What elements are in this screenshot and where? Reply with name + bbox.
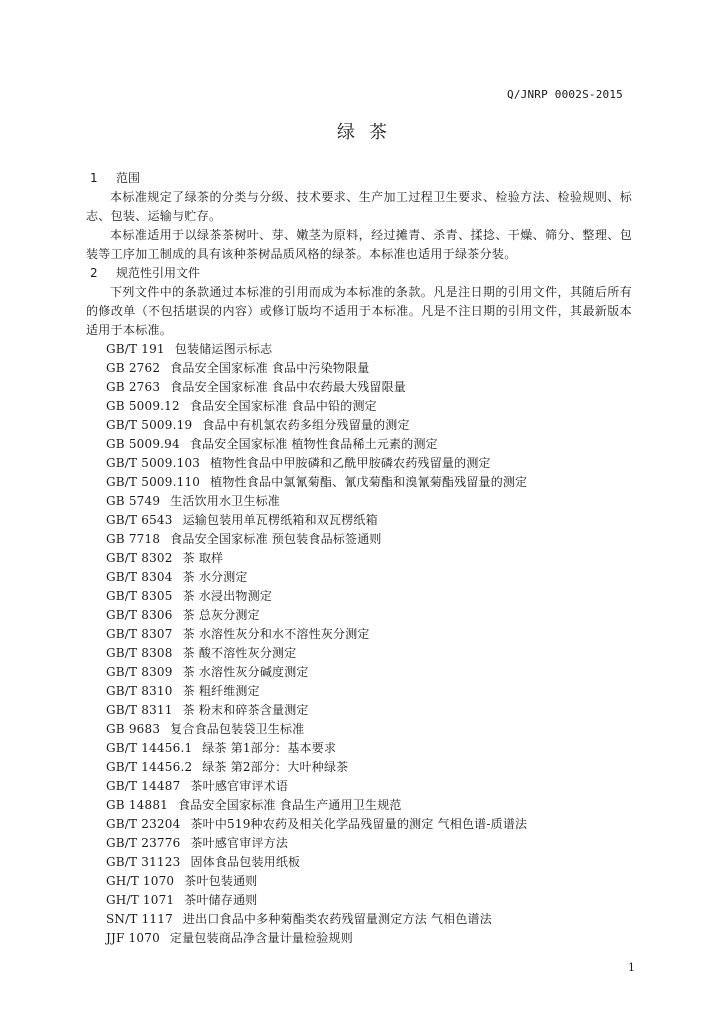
- reference-code: GB/T 191: [106, 342, 165, 356]
- section-title: 规范性引用文件: [116, 266, 201, 280]
- reference-title: 茶 酸不溶性灰分测定: [182, 646, 297, 660]
- reference-title: 食品安全国家标准 食品中农药最大残留限量: [170, 380, 406, 394]
- reference-code: GB/T 8311: [106, 703, 173, 717]
- reference-title: 食品安全国家标准 食品中铅的测定: [189, 399, 377, 413]
- reference-code: SN/T 1117: [106, 912, 173, 926]
- reference-code: GB/T 23204: [106, 817, 181, 831]
- reference-item: [86, 815, 632, 834]
- reference-title: 食品安全国家标准 食品生产通用卫生规范: [178, 798, 402, 812]
- document-code: Q/JNRP 0002S-2015: [507, 88, 623, 101]
- reference-title: 茶叶感官审评方法: [190, 836, 289, 850]
- reference-title: 植物性食品中甲胺磷和乙酰甲胺磷农药残留量的测定: [210, 456, 491, 470]
- reference-title: 复合食品包装袋卫生标准: [170, 722, 305, 736]
- reference-code: GB 5749: [106, 494, 161, 508]
- reference-code: GB 9683: [106, 722, 161, 736]
- reference-item: [86, 511, 632, 530]
- reference-item: [86, 720, 632, 739]
- reference-item: [86, 625, 632, 644]
- reference-title: 运输包装用单瓦楞纸箱和双瓦楞纸箱: [182, 513, 378, 527]
- reference-code: GB/T 8307: [106, 627, 173, 641]
- section-title: 范围: [116, 171, 141, 185]
- reference-code: GH/T 1070: [106, 874, 175, 888]
- reference-item: [86, 910, 632, 929]
- reference-code: GB/T 8304: [106, 570, 173, 584]
- paragraph: 本标准规定了绿茶的分类与分级、技术要求、生产加工过程卫生要求、检验方法、检验规则、标志、包装、运输与贮存。: [86, 190, 632, 223]
- reference-code: GB 7718: [106, 532, 161, 546]
- reference-item: [86, 739, 632, 758]
- document-body: [86, 169, 632, 948]
- reference-item: [86, 644, 632, 663]
- reference-item: [86, 435, 632, 454]
- reference-title: 茶叶感官审评术语: [190, 779, 289, 793]
- reference-item: [86, 796, 632, 815]
- reference-code: GB/T 8305: [106, 589, 173, 603]
- document-title: 绿茶: [337, 122, 401, 143]
- reference-item: [86, 777, 632, 796]
- reference-title: 食品中有机氯农药多组分残留量的测定: [202, 418, 410, 432]
- reference-item: [86, 663, 632, 682]
- reference-title: 食品安全国家标准 植物性食品稀土元素的测定: [189, 437, 438, 451]
- reference-title: 包装储运图示标志: [174, 342, 273, 356]
- reference-title: 茶 水溶性灰分和水不溶性灰分测定: [182, 627, 370, 641]
- reference-code: GB/T 14456.1: [106, 741, 193, 755]
- reference-code: GB/T 8302: [106, 551, 173, 565]
- reference-title: 进出口食品中多种菊酯类农药残留量测定方法 气相色谱法: [182, 912, 492, 926]
- reference-item: [86, 473, 632, 492]
- section-number: 1: [90, 171, 98, 185]
- reference-item: [86, 530, 632, 549]
- reference-item: [86, 587, 632, 606]
- reference-title: 定量包装商品净含量计量检验规则: [169, 931, 353, 945]
- reference-item: [86, 568, 632, 587]
- reference-title: 茶 粉末和碎茶含量测定: [182, 703, 309, 717]
- section-heading-normative-references: [86, 264, 632, 283]
- reference-code: GB/T 23776: [106, 836, 181, 850]
- reference-title: 茶 取样: [182, 551, 224, 565]
- reference-title: 茶叶包装通则: [184, 874, 258, 888]
- reference-item: [86, 549, 632, 568]
- reference-item: [86, 758, 632, 777]
- reference-title: 食品安全国家标准 食品中污染物限量: [170, 361, 370, 375]
- reference-code: GB/T 14487: [106, 779, 181, 793]
- reference-title: 生活饮用水卫生标准: [170, 494, 280, 508]
- reference-item: [86, 891, 632, 910]
- reference-item: [86, 929, 632, 948]
- reference-item: [86, 853, 632, 872]
- reference-code: GB/T 5009.103: [106, 456, 201, 470]
- reference-item: [86, 872, 632, 891]
- reference-item: [86, 834, 632, 853]
- reference-code: GH/T 1071: [106, 893, 175, 907]
- reference-code: GB/T 5009.19: [106, 418, 193, 432]
- reference-title: 茶 总灰分测定: [182, 608, 260, 622]
- reference-code: GB/T 5009.110: [106, 475, 201, 489]
- reference-title: 茶 粗纤维测定: [182, 684, 260, 698]
- reference-title: 绿茶 第1部分：基本要求: [202, 741, 337, 755]
- reference-item: [86, 701, 632, 720]
- reference-code: JJF 1070: [106, 931, 160, 945]
- reference-item: [86, 378, 632, 397]
- reference-title: 茶 水浸出物测定: [182, 589, 273, 603]
- reference-title: 茶 水溶性灰分碱度测定: [182, 665, 309, 679]
- reference-item: [86, 454, 632, 473]
- reference-code: GB 2762: [106, 361, 161, 375]
- reference-code: GB/T 6543: [106, 513, 173, 527]
- reference-code: GB 14881: [106, 798, 168, 812]
- reference-item: [86, 682, 632, 701]
- section-number: 2: [90, 266, 98, 280]
- reference-code: GB/T 31123: [106, 855, 181, 869]
- reference-title: 固体食品包装用纸板: [190, 855, 301, 869]
- section-heading-scope: [86, 169, 632, 188]
- page-number: 1: [628, 961, 635, 974]
- reference-title: 绿茶 第2部分：大叶种绿茶: [202, 760, 349, 774]
- reference-item: [86, 606, 632, 625]
- reference-item: [86, 492, 632, 511]
- reference-item: [86, 416, 632, 435]
- reference-code: GB/T 8309: [106, 665, 173, 679]
- reference-code: GB/T 14456.2: [106, 760, 193, 774]
- reference-code: GB 5009.12: [106, 399, 180, 413]
- reference-code: GB 5009.94: [106, 437, 180, 451]
- reference-title: 植物性食品中氯氰菊酯、氰戊菊酯和溴氰菊酯残留量的测定: [210, 475, 528, 489]
- reference-title: 食品安全国家标准 预包装食品标签通则: [170, 532, 382, 546]
- reference-title: 茶叶中519种农药及相关化学品残留量的测定 气相色谱-质谱法: [190, 817, 528, 831]
- reference-title: 茶 水分测定: [182, 570, 248, 584]
- reference-code: GB/T 8308: [106, 646, 173, 660]
- reference-item: [86, 359, 632, 378]
- reference-code: GB/T 8310: [106, 684, 173, 698]
- reference-code: GB/T 8306: [106, 608, 173, 622]
- reference-item: [86, 340, 632, 359]
- reference-item: [86, 397, 632, 416]
- reference-title: 茶叶储存通则: [184, 893, 258, 907]
- paragraph: 下列文件中的条款通过本标准的引用而成为本标准的条款。凡是注日期的引用文件，其随后所有的修改单（不包括堪误的内容）或修订版均不适用于本标准。凡是不注日期的引用文件，其最新版本适用于本标准。: [86, 285, 632, 337]
- paragraph: 本标准适用于以绿茶茶树叶、芽、嫩茎为原料，经过摊青、杀青、揉捻、干燥、筛分、整理、包装等工序加工制成的具有该种茶树品质风格的绿茶。本标准也适用于绿茶分装。: [86, 228, 632, 261]
- reference-code: GB 2763: [106, 380, 161, 394]
- reference-list: [86, 340, 632, 948]
